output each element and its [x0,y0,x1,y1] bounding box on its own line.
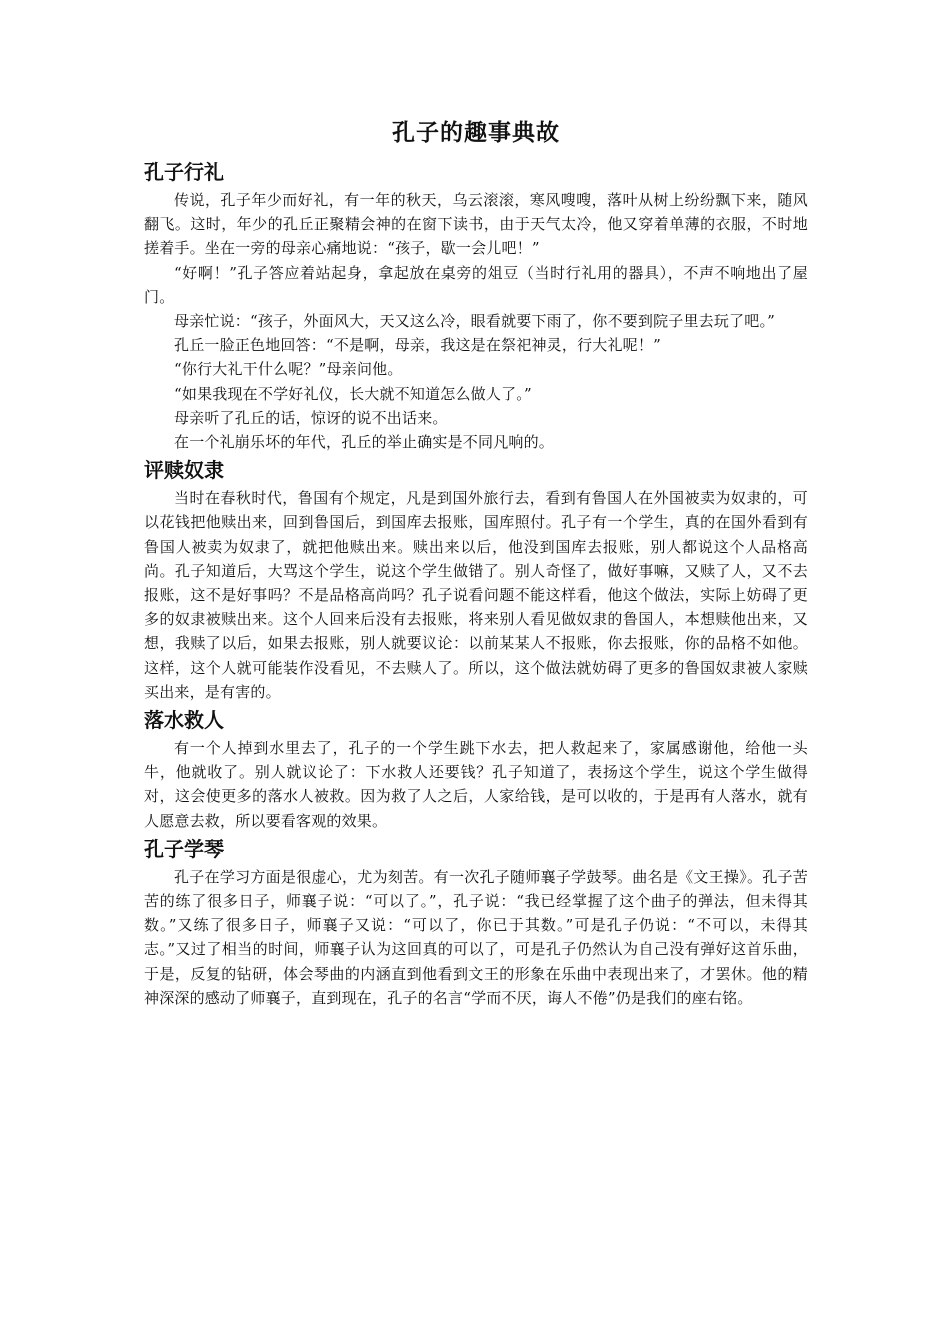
document-page [144,118,808,1012]
section-heading: 孔子行礼 [144,160,224,184]
paragraph: “如果我现在不学好礼仪，长大就不知道怎么做人了。” [174,384,532,403]
section-kongzi-xingli [144,158,808,454]
section-pingshu-nuli [144,456,808,704]
paragraph: 在一个礼崩乐坏的年代，孔丘的举止确实是不同凡响的。 [174,433,555,452]
document-title: 孔子的趣事典故 [392,120,560,146]
paragraph: 孔丘一脸正色地回答：“不是啊，母亲，我这是在祭祀神灵，行大礼呢！” [174,336,661,355]
section-heading: 落水救人 [144,708,224,733]
paragraph: 母亲听了孔丘的话，惊讶的说不出话来。 [174,408,448,427]
paragraph: 有一个人掉到水里去了，孔子的一个学生跳下水去，把人救起来了，家属感谢他，给他一头牛，他就收了。别人就议论了：下水救人还要钱？孔子知道了，表扬这个学生，说这个学生做得对，这会使更多的落水人被救。因为救了人之后，人家给钱，是可以收的，于是再有人落水，就有人愿意去救，所以要看客观的效果。 [144,739,808,830]
paragraph: 孔子在学习方面是很虚心，尤为刻苦。有一次孔子随师襄子学鼓琴。曲名是《文王操》。孔子苦苦的练了很多日子，师襄子说：“可以了。”，孔子说：“我已经掌握了这个曲子的弹法，但未得其数。”又练了很多日子，师襄子又说：“可以了，你已于其数。”可是孔子仍说：“不可以，未得其志。”又过了相当的时间，师襄子认为这回真的可以了，可是孔子仍然认为自己没有弹好这首乐曲，于是，反复的钻研，体会琴曲的内涵直到他看到文王的形象在乐曲中表现出来了，才罢休。他的精神深深的感动了师襄子，直到现在，孔子的名言“学而不厌，诲人不倦”仍是我们的座右铭。 [144,867,808,1007]
paragraph: 母亲忙说：“孩子，外面风大，天又这么冷，眼看就要下雨了，你不要到院子里去玩了吧。” [174,312,776,331]
section-kongzi-xueqin [144,835,808,1010]
paragraph: “好啊！”孔子答应着站起身，拿起放在桌旁的俎豆（当时行礼用的器具），不声不响地出了屋门。 [144,263,808,306]
section-heading: 孔子学琴 [144,836,224,861]
paragraph: 传说，孔子年少而好礼，有一年的秋天，乌云滚滚，寒风嗖嗖，落叶从树上纷纷飘下来，随风翻飞。这时，年少的孔丘正聚精会神的在窗下读书，由于天气太冷，他又穿着单薄的衣服，不时地搓着手。坐在一旁的母亲心痛地说：“孩子，歇一会儿吧！” [144,191,808,258]
paragraph: 当时在春秋时代，鲁国有个规定，凡是到国外旅行去，看到有鲁国人在外国被卖为奴隶的，可以花钱把他赎出来，回到鲁国后，到国库去报账，国库照付。孔子有一个学生，真的在国外看到有鲁国人被卖为奴隶了，就把他赎出来。赎出来以后，他没到国库去报账，别人都说这个人品格高尚。孔子知道后，大骂这个学生，说这个学生做错了。别人奇怪了，做好事嘛，又赎了人，又不去报账，这不是好事吗？不是品格高尚吗？孔子说看问题不能这样看，他这个做法，实际上妨碍了更多的奴隶被赎出来。这个人回来后没有去报账，将来别人看见做奴隶的鲁国人，本想赎他出来，又想，我赎了以后，如果去报账，别人就要议论：以前某某人不报账，你去报账，你的品格不如他。这样，这个人就可能装作没看见，不去赎人了。所以，这个做法就妨碍了更多的鲁国奴隶被人家赎买出来，是有害的。 [144,489,808,701]
section-heading: 评赎奴隶 [144,458,224,483]
section-luoshui-jiuren [144,706,808,833]
paragraph: “你行大礼干什么呢？”母亲问他。 [174,360,403,379]
